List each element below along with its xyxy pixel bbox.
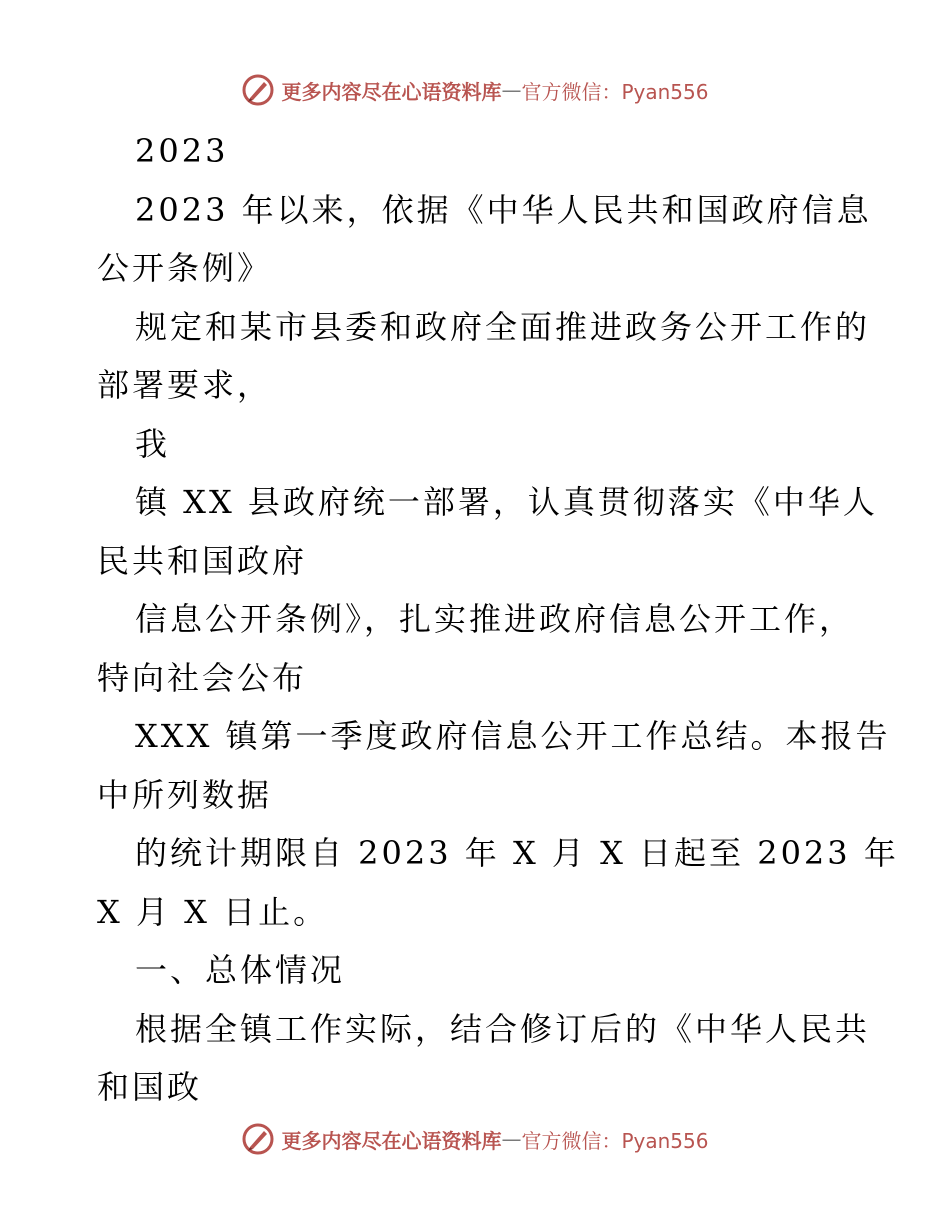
section-heading: 一、总体情况 [135, 951, 346, 989]
banner-dash: — [501, 1127, 522, 1151]
body-line: 2023 [135, 132, 229, 170]
body-line: 规定和某市县委和政府全面推进政务公开工作的 [135, 307, 871, 346]
banner-contact-text: 官方微信：Pyan556 [521, 79, 709, 104]
body-line: 根据全镇工作实际，结合修订后的《中华人民共 [135, 1009, 871, 1048]
banner-dash: — [501, 78, 522, 102]
body-line: 2023 年以来，依据《中华人民共和国政府信息 [135, 190, 872, 229]
body-line: 特向社会公布 [97, 658, 308, 697]
banner-site-text: 更多内容尽在心语资料库 [281, 79, 502, 104]
document-body [97, 122, 899, 1117]
pen-logo-icon [241, 1122, 275, 1156]
body-line: 民共和国政府 [97, 541, 308, 580]
body-line: X 月 X 日止。 [97, 892, 329, 931]
body-line: 公开条例》 [97, 249, 273, 287]
body-line: 中所列数据 [97, 775, 273, 814]
body-line: 信息公开条例》，扎实推进政府信息公开工作， [135, 600, 855, 638]
body-line: 镇 XX 县政府统一部署，认真贯彻落实《中华人 [135, 483, 878, 521]
banner-site-text: 更多内容尽在心语资料库 [281, 1128, 502, 1153]
body-line: 部署要求， [97, 366, 273, 404]
footer-banner [0, 1119, 950, 1159]
body-line: 我 [135, 424, 171, 463]
header-banner [0, 70, 950, 110]
body-line: 和国政 [97, 1068, 203, 1106]
banner-contact-text: 官方微信：Pyan556 [521, 1128, 709, 1153]
pen-logo-icon [241, 73, 275, 107]
body-line: 的统计期限自 2023 年 X 月 X 日起至 2023 年 [135, 834, 899, 872]
body-line: XXX 镇第一季度政府信息公开工作总结。本报告 [135, 717, 891, 755]
